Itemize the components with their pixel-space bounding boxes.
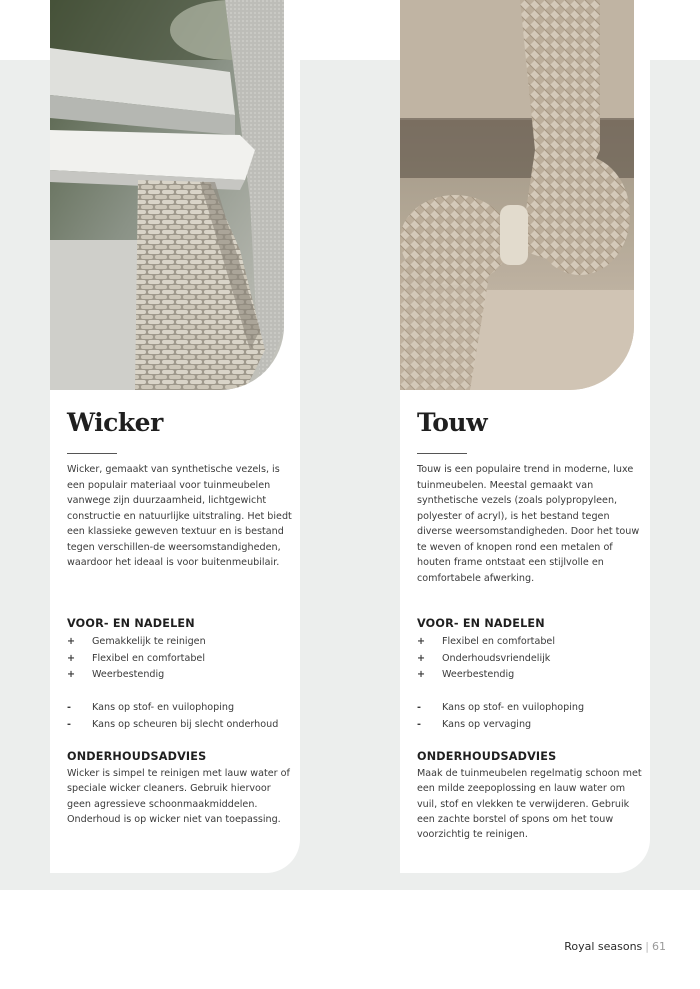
con-item: - Kans op vervaging — [417, 717, 584, 734]
plus-icon: + — [417, 652, 426, 664]
title-divider — [67, 453, 117, 454]
pros-list — [67, 634, 206, 684]
pro-item: + Flexibel en comfortabel — [67, 651, 206, 668]
footer-separator: | — [645, 940, 649, 953]
plus-icon: + — [417, 669, 426, 680]
pro-item: + Weerbestendig — [67, 667, 206, 684]
plus-icon: + — [67, 652, 76, 664]
plus-icon: + — [67, 636, 76, 647]
pro-item: + Onderhoudsvriendelijk — [417, 651, 555, 668]
con-item: - Kans op stof- en vuilophoping — [417, 700, 584, 717]
care-heading: ONDERHOUDSADVIES — [417, 750, 557, 763]
brand-name: Royal seasons — [564, 940, 643, 953]
con-item: - Kans op scheuren bij slecht onderhoud — [67, 717, 278, 734]
minus-icon: - — [417, 718, 421, 730]
care-text: Wicker is simpel te reinigen met lauw water of speciale wicker cleaners. Gebruik hiervoor geen agressieve schoonmaakmiddelen. Onderhoud is op wicker niet van toepassing. — [67, 768, 290, 825]
card-title: Touw — [417, 408, 488, 437]
pros-list — [417, 634, 555, 684]
con-item: - Kans op stof- en vuilophoping — [67, 700, 278, 717]
pro-item: + Flexibel en comfortabel — [417, 634, 555, 651]
title-divider — [417, 453, 467, 454]
pros-cons-heading: VOOR- EN NADELEN — [417, 617, 545, 630]
plus-icon: + — [67, 669, 76, 680]
minus-icon: - — [67, 718, 71, 730]
care-text: Maak de tuinmeubelen regelmatig schoon met een milde zeepoplossing en lauw water om vuil, stof en vlekken te verwijderen. Gebruik een zachte borstel of spons om het touw voorzichtig te reinigen. — [417, 768, 642, 841]
minus-icon: - — [67, 702, 71, 713]
touw-photo — [400, 0, 634, 390]
cons-list — [417, 700, 584, 733]
pro-item: + Weerbestendig — [417, 667, 555, 684]
wicker-photo — [50, 0, 284, 390]
care-heading: ONDERHOUDSADVIES — [67, 750, 207, 763]
intro-text: Touw is een populaire trend in moderne, luxe tuinmeubelen. Meestal gemaakt van synthetische vezels (zoals polypropyleen, polyester of acryl), is het bestand tegen diverse weersomstandigheden. Door het touw te weven of knopen rond een metalen of houten frame ontstaat een stijlvolle en comfortabele afwerking. — [417, 464, 640, 584]
plus-icon: + — [417, 636, 426, 647]
wicker-card — [50, 0, 300, 873]
touw-card — [400, 0, 650, 873]
minus-icon: - — [417, 702, 421, 713]
card-title: Wicker — [67, 408, 163, 437]
cons-list — [67, 700, 278, 733]
pros-cons-heading: VOOR- EN NADELEN — [67, 617, 195, 630]
page-number: 61 — [652, 940, 666, 953]
pro-item: + Gemakkelijk te reinigen — [67, 634, 206, 651]
intro-text: Wicker, gemaakt van synthetische vezels, is een populair materiaal voor tuinmeubelen vanwege zijn duurzaamheid, lichtgewicht constructie en natuurlijke uitstraling. Het biedt een klassieke geweven textuur en is bestand tegen verschillen-de weersomstandigheden, waardoor het ideaal is voor buitenmeubilair. — [67, 464, 292, 568]
page-footer — [564, 940, 666, 953]
